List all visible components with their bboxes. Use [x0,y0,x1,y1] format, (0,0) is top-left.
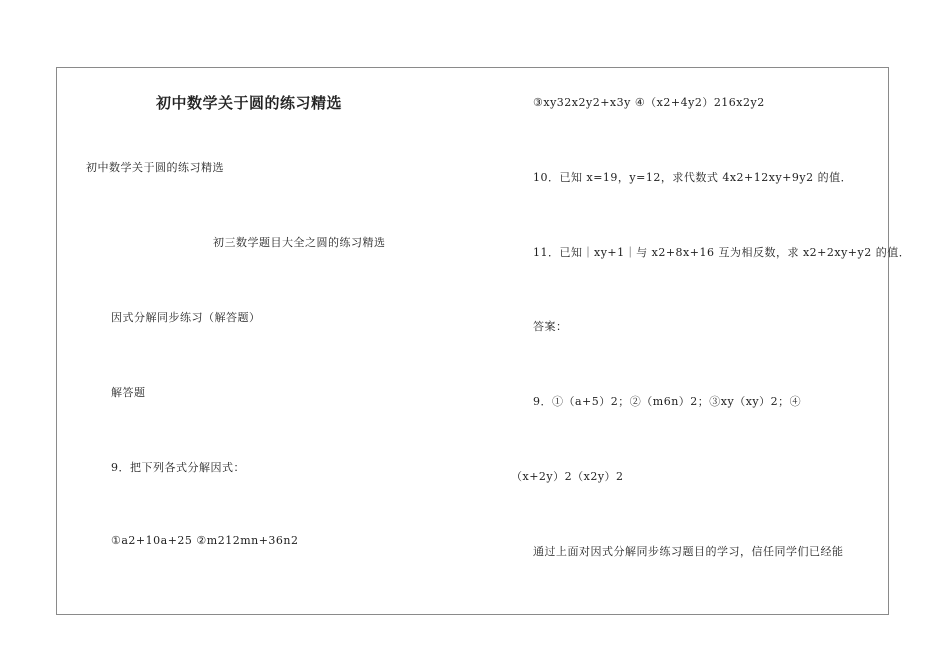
answer-label: 答案： [533,320,568,333]
answer-type-label: 解答题 [111,386,146,399]
answer-9: 9．①（a+5）2；②（m6n）2；③xy（xy）2；④ [533,395,802,408]
subtitle-text: 初中数学关于圆的练习精选 [86,161,224,174]
exercise-title: 因式分解同步练习（解答题） [111,311,261,324]
document-title: 初中数学关于圆的练习精选 [156,94,343,112]
question-10: 10．已知 x=19，y=12，求代数式 4x2+12xy+9y2 的值． [533,171,853,184]
section-heading: 初三数学题目大全之圆的练习精选 [213,236,386,249]
question-9-items-part2: ③xy32x2y2+x3y ④（x2+4y2）216x2y2 [533,96,765,109]
closing-text: 通过上面对因式分解同步练习题目的学习，信任同学们已经能 [533,545,844,558]
question-11: 11．已知｜xy+1｜与 x2+8x+16 互为相反数，求 x2+2xy+y2 的值． [533,246,911,259]
answer-9-continued: （x+2y）2（x2y）2 [511,470,624,483]
question-9-items-part1: ①a2+10a+25 ②m212mn+36n2 [111,534,299,547]
page-frame [56,67,889,615]
question-9: 9．把下列各式分解因式： [111,461,245,474]
